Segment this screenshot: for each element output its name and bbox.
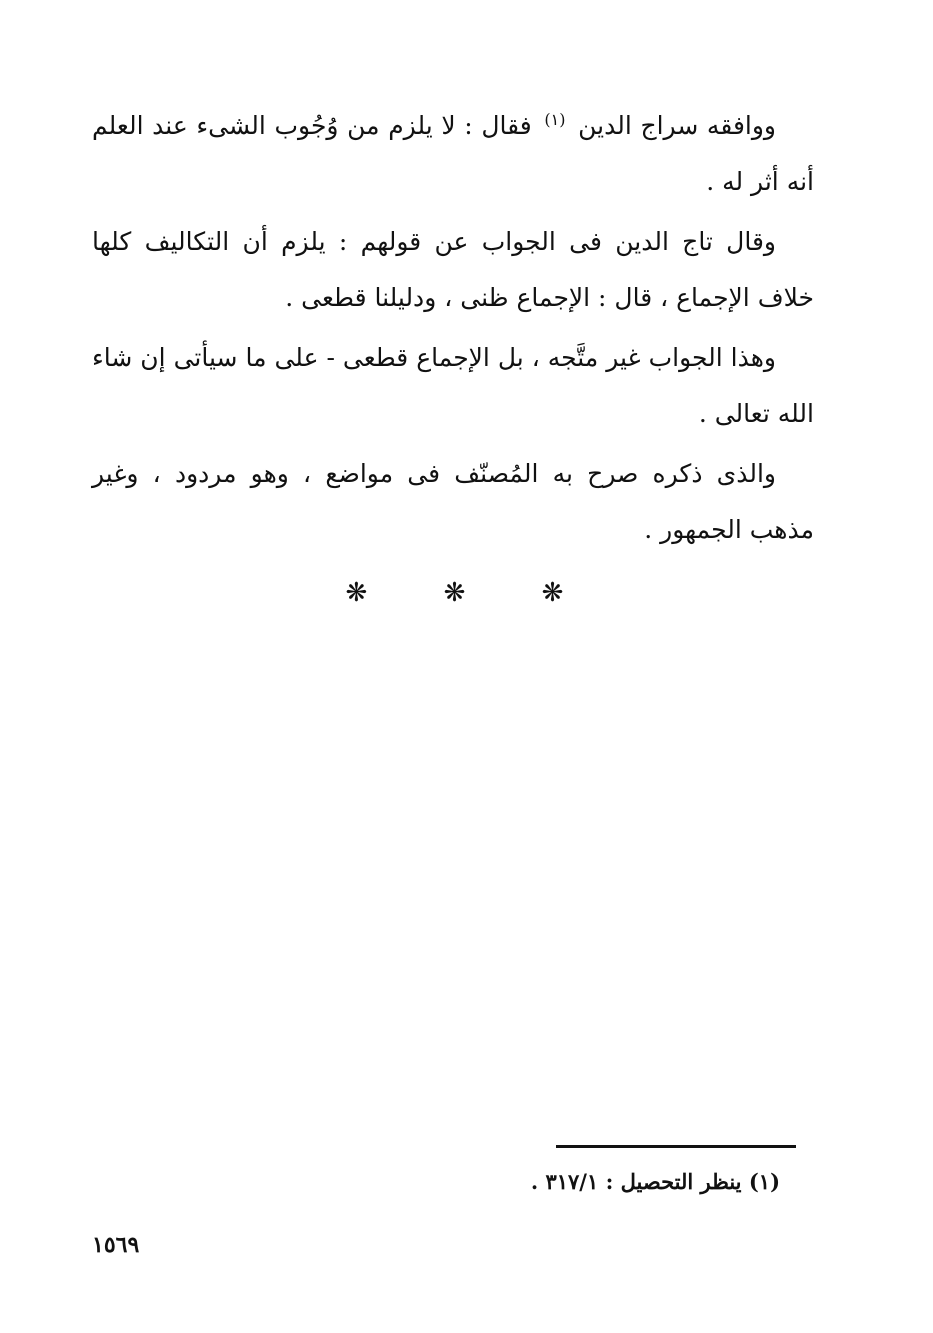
footnote-divider [556, 1145, 796, 1148]
main-text [92, 98, 814, 562]
paragraph-1-start: ووافقه سراج الدين [578, 111, 777, 140]
section-separator: ❋ ❋ ❋ [345, 578, 598, 608]
paragraph-1 [92, 98, 814, 214]
footnote-reference-mark: (١) [544, 109, 566, 129]
paragraph-2: وقال تاج الدين فى الجواب عن قولهم : يلزم أن التكاليف كلها خلاف الإجماع ، قال : الإجماع ظنى ، ودليلنا قطعى . [92, 227, 814, 312]
paragraph-3: وهذا الجواب غير متَّجه ، بل الإجماع قطعى - على ما سيأتى إن شاء الله تعالى . [92, 343, 814, 428]
paragraph-1-end: فقال : لا يلزم من وُجُوب الشىء عند العلم أنه أثر له . [92, 111, 814, 196]
page-number: ١٥٦٩ [92, 1232, 140, 1258]
footnote: (١) ينظر التحصيل : ٣١٧/١ . [530, 1169, 780, 1194]
paragraph-4: والذى ذكره صرح به المُصنّف فى مواضع ، وهو مردود ، وغير مذهب الجمهور . [92, 459, 814, 544]
